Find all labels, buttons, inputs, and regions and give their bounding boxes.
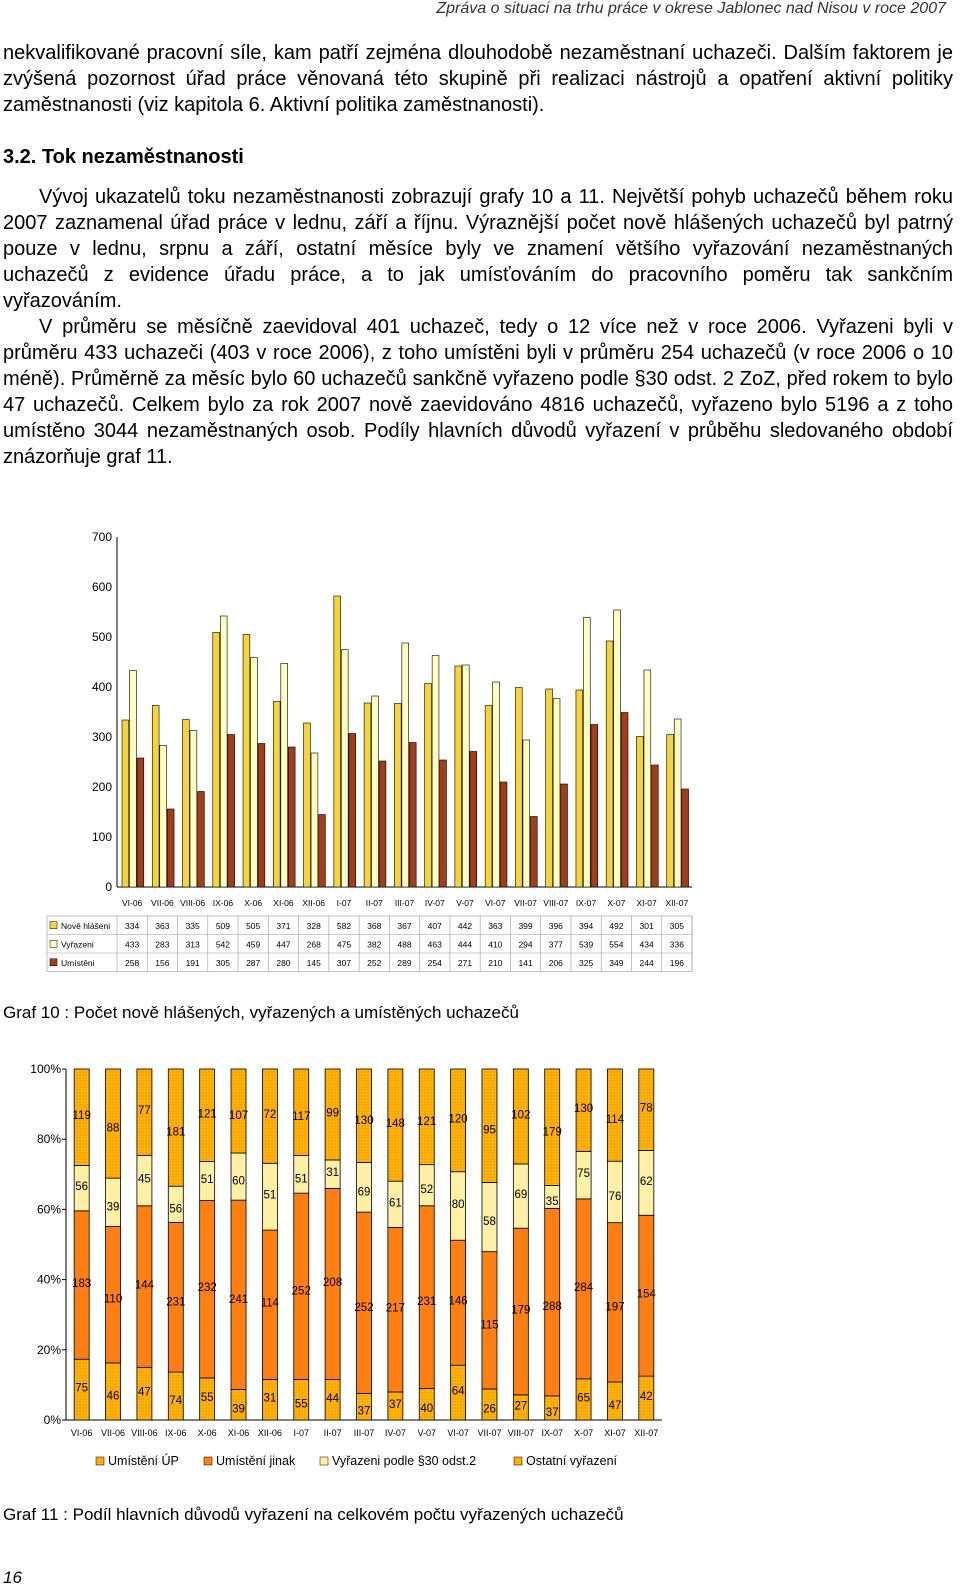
- data-table-value: 328: [306, 920, 321, 931]
- x-tick-label: VI-07: [485, 898, 506, 908]
- data-table-value: 459: [246, 939, 261, 950]
- data-table-value: 336: [669, 939, 684, 950]
- bar-3: [682, 789, 689, 887]
- data-table-value: 363: [488, 920, 503, 931]
- x-tick-label: IX-06: [212, 898, 234, 908]
- data-table-value: 377: [548, 939, 563, 950]
- segment-value-label: 47: [138, 1386, 151, 1399]
- bar-1: [152, 706, 159, 888]
- y-tick-label: 600: [91, 580, 112, 594]
- page-header: Zpráva o situaci na trhu práce v okrese Jablonec nad Nisou v roce 2007: [436, 0, 946, 17]
- bar-2: [644, 670, 651, 887]
- segment-value-label: 45: [138, 1173, 151, 1186]
- segment-value-label: 95: [483, 1124, 496, 1137]
- bar-2: [341, 650, 348, 888]
- bar-3: [409, 743, 416, 888]
- data-table-value: 367: [397, 920, 412, 931]
- segment-value-label: 40: [420, 1403, 434, 1416]
- segment-value-label: 154: [636, 1288, 656, 1301]
- bar-3: [651, 765, 658, 887]
- bar-3: [530, 817, 537, 888]
- bar-2: [402, 643, 409, 887]
- segment-value-label: 252: [354, 1301, 374, 1314]
- x-tick-label: XI-07: [604, 1428, 626, 1438]
- x-tick-label: VI-06: [121, 898, 143, 908]
- x-tick-label: IX-07: [575, 898, 597, 908]
- data-table-value: 196: [669, 957, 684, 968]
- bar-1: [485, 706, 492, 888]
- bar-3: [137, 758, 144, 887]
- x-tick-label: I-07: [336, 898, 352, 908]
- legend-key-2: [204, 1457, 212, 1465]
- bar-3: [591, 725, 598, 888]
- legend-key-3: [320, 1457, 328, 1465]
- bar-1: [667, 735, 674, 888]
- data-table-value: 442: [457, 920, 473, 931]
- bar-1: [183, 720, 190, 888]
- bar-3: [167, 809, 174, 887]
- x-tick-label: IV-07: [424, 898, 445, 908]
- legend-key-4: [514, 1457, 522, 1465]
- y-tick-label: 0: [105, 880, 112, 894]
- x-tick-label: V-07: [417, 1428, 436, 1438]
- x-tick-label: V-07: [456, 898, 474, 908]
- bar-2: [523, 740, 530, 887]
- segment-value-label: 72: [263, 1109, 277, 1122]
- segment-value-label: 80: [451, 1198, 465, 1211]
- data-table-value: 289: [397, 957, 412, 968]
- data-table-value: 156: [155, 957, 170, 968]
- data-table-value: 368: [367, 920, 382, 931]
- x-tick-label: VIII-06: [131, 1428, 158, 1438]
- data-table-value: 539: [578, 939, 594, 950]
- x-tick-label: VIII-07: [543, 898, 569, 908]
- data-table-value: 191: [185, 957, 200, 968]
- x-tick-label: XII-07: [634, 1428, 659, 1438]
- segment-value-label: 75: [577, 1168, 590, 1181]
- graf11-caption: Graf 11 : Podíl hlavních důvodů vyřazení na celkovém počtu vyřazených uchazečů: [3, 1505, 624, 1524]
- segment-value-label: 130: [573, 1103, 594, 1116]
- segment-value-label: 241: [228, 1293, 249, 1306]
- bar-2: [160, 746, 167, 888]
- segment-value-label: 99: [326, 1107, 340, 1120]
- bar-3: [621, 713, 628, 888]
- bar-3: [561, 784, 568, 887]
- segment-value-label: 179: [542, 1126, 562, 1139]
- segment-value-label: 46: [106, 1390, 120, 1403]
- bar-3: [440, 760, 447, 887]
- data-table-value: 396: [548, 920, 563, 931]
- segment-value-label: 62: [639, 1175, 653, 1188]
- segment-value-label: 114: [605, 1114, 625, 1127]
- x-tick-label: X-07: [574, 1428, 594, 1438]
- data-table-value: 268: [306, 939, 321, 950]
- segment-value-label: 130: [354, 1114, 374, 1127]
- bar-3: [288, 747, 295, 887]
- data-table-value: 283: [155, 939, 170, 950]
- segment-value-label: 76: [608, 1190, 622, 1203]
- legend-label: Ostatní vyřazení: [526, 1454, 618, 1468]
- y-tick-label: 400: [91, 680, 112, 694]
- bar-2: [190, 731, 197, 888]
- bar-2: [493, 682, 500, 887]
- segment-value-label: 115: [480, 1319, 499, 1332]
- legend-label: Umístěni: [61, 957, 95, 968]
- segment-value-label: 39: [232, 1403, 245, 1416]
- x-tick-label: III-07: [394, 898, 415, 908]
- segment-value-label: 74: [169, 1395, 183, 1408]
- bar-3: [258, 744, 265, 888]
- segment-value-label: 288: [542, 1301, 562, 1314]
- segment-value-label: 102: [511, 1109, 531, 1122]
- bar-1: [304, 723, 311, 887]
- segment-value-label: 208: [323, 1277, 343, 1290]
- bar-3: [379, 761, 386, 887]
- segment-value-label: 65: [577, 1392, 590, 1405]
- segment-value-label: 107: [228, 1110, 249, 1123]
- bar-1: [636, 737, 643, 888]
- segment-value-label: 179: [511, 1304, 531, 1317]
- bar-1: [606, 641, 613, 887]
- x-tick-label: VII-06: [101, 1428, 126, 1438]
- bar-2: [130, 671, 137, 888]
- data-table-value: 252: [367, 957, 382, 968]
- bar-1: [213, 633, 220, 888]
- y-tick-label: 700: [91, 530, 112, 544]
- y-tick-label: 300: [91, 730, 112, 744]
- data-table-value: 433: [125, 939, 140, 950]
- data-table-value: 399: [518, 920, 533, 931]
- segment-value-label: 47: [608, 1399, 622, 1412]
- x-tick-label: XI-07: [636, 898, 657, 908]
- segment-value-label: 56: [75, 1181, 89, 1194]
- segment-value-label: 37: [357, 1405, 371, 1418]
- body-text: [3, 40, 953, 470]
- segment-value-label: 51: [200, 1174, 214, 1187]
- segment-value-label: 117: [292, 1111, 311, 1124]
- bar-3: [500, 782, 507, 887]
- legend-label: Vyřazeni: [61, 939, 94, 950]
- data-table-value: 509: [215, 920, 231, 931]
- bar-1: [425, 684, 432, 888]
- x-tick-label: II-07: [323, 1428, 342, 1438]
- bar-2: [251, 658, 258, 888]
- bar-1: [546, 689, 553, 887]
- bar-2: [462, 665, 469, 887]
- bar-1: [576, 690, 583, 887]
- data-table-value: 410: [488, 939, 503, 950]
- bar-2: [311, 753, 318, 887]
- segment-value-label: 51: [294, 1173, 308, 1186]
- segment-value-label: 110: [103, 1293, 123, 1306]
- y-tick-label: 500: [91, 630, 112, 644]
- data-table-value: 145: [306, 957, 321, 968]
- x-tick-label: IX-07: [541, 1428, 563, 1438]
- x-tick-label: XI-06: [227, 1428, 250, 1438]
- x-tick-label: X-06: [244, 898, 263, 908]
- data-table-value: 280: [276, 957, 291, 968]
- data-table-value: 305: [215, 957, 231, 968]
- legend-label: Vyřazeni podle §30 odst.2: [332, 1454, 477, 1468]
- graf10-chart: [0, 520, 960, 990]
- data-table-value: 363: [155, 920, 170, 931]
- x-tick-label: X-07: [607, 898, 626, 908]
- legend-key-3: [50, 959, 57, 966]
- data-table-value: 334: [125, 920, 140, 931]
- segment-value-label: 55: [294, 1398, 308, 1411]
- data-table-value: 371: [276, 920, 291, 931]
- data-table-value: 294: [518, 939, 533, 950]
- paragraph-averages: V průměru se měsíčně zaevidoval 401 uchazeč, tedy o 12 více než v roce 2006. Vyřazeni byli v průměru 433 uchazeči (403 v roce 2006), z toho umístěni byli v průměru 254 uchazečů (v roce 2006 o 10 méně). Průměrně za měsíc bylo 60 uchazečů sankčně vyřazeno podle §30 odst. 2 ZoZ, před rokem to bylo 47 uchazečů. Celkem bylo za rok 2007 nově zaevidováno 4816 uchazečů, vyřazeno bylo 5196 a z toho umístěno 3044 nezaměstnaných osob. Podíly hlavních důvodů vyřazení v průběhu sledovaného období znázorňuje graf 11.: [3, 316, 953, 468]
- y-tick-label: 100%: [30, 1062, 61, 1076]
- legend-key-2: [50, 940, 57, 947]
- segment-value-label: 26: [483, 1403, 496, 1416]
- segment-value-label: 183: [72, 1278, 92, 1291]
- segment-value-label: 121: [417, 1115, 437, 1128]
- data-table-value: 349: [609, 957, 624, 968]
- segment-value-label: 60: [232, 1175, 245, 1188]
- bar-1: [364, 703, 371, 887]
- y-tick-label: 200: [91, 780, 112, 794]
- bar-1: [273, 702, 280, 888]
- x-tick-label: VIII-06: [180, 898, 206, 908]
- x-tick-label: VIII-07: [507, 1428, 535, 1438]
- segment-value-label: 51: [263, 1189, 277, 1202]
- x-tick-label: X-06: [197, 1428, 217, 1438]
- data-table-value: 444: [457, 939, 473, 950]
- y-tick-label: 0%: [43, 1413, 61, 1427]
- segment-value-label: 144: [134, 1279, 155, 1292]
- segment-value-label: 148: [385, 1118, 405, 1131]
- segment-value-label: 284: [573, 1281, 594, 1294]
- segment-value-label: 56: [169, 1203, 183, 1216]
- data-table-value: 447: [276, 939, 291, 950]
- section-heading: 3.2. Tok nezaměstnanosti: [3, 146, 244, 168]
- x-tick-label: XII-06: [302, 898, 326, 908]
- data-table-value: 394: [578, 920, 594, 931]
- data-table-value: 505: [246, 920, 261, 931]
- bar-3: [470, 752, 477, 888]
- bar-1: [394, 704, 401, 888]
- segment-value-label: 37: [545, 1406, 559, 1419]
- y-tick-label: 40%: [36, 1272, 61, 1287]
- x-tick-label: IX-06: [165, 1428, 187, 1438]
- data-table-value: 301: [639, 920, 654, 931]
- segment-value-label: 69: [514, 1189, 528, 1202]
- data-table-value: 305: [669, 920, 684, 931]
- bar-2: [553, 699, 560, 888]
- segment-value-label: 120: [448, 1113, 468, 1126]
- data-table-value: 254: [427, 957, 442, 968]
- x-tick-label: IV-07: [384, 1428, 406, 1438]
- segment-value-label: 119: [72, 1110, 91, 1123]
- data-table-value: 554: [609, 939, 624, 950]
- bar-3: [198, 792, 205, 888]
- data-table-value: 488: [397, 939, 412, 950]
- segment-value-label: 181: [166, 1126, 186, 1139]
- segment-value-label: 37: [388, 1398, 402, 1411]
- bar-3: [349, 734, 356, 888]
- y-tick-label: 80%: [36, 1132, 61, 1147]
- segment-value-label: 39: [106, 1201, 120, 1214]
- y-tick-label: 20%: [36, 1342, 61, 1357]
- bar-2: [281, 664, 288, 888]
- bar-3: [228, 735, 235, 888]
- graf10-caption: Graf 10 : Počet nově hlášených, vyřazených a umístěných uchazečů: [3, 1003, 519, 1022]
- data-table-value: 434: [639, 939, 654, 950]
- bar-1: [243, 635, 250, 888]
- bar-1: [122, 720, 129, 887]
- segment-value-label: 231: [166, 1296, 186, 1309]
- segment-value-label: 31: [263, 1392, 277, 1405]
- data-table-value: 382: [367, 939, 382, 950]
- data-table-value: 463: [427, 939, 442, 950]
- x-tick-label: VII-07: [514, 898, 537, 908]
- data-table-value: 141: [518, 957, 533, 968]
- bar-1: [455, 666, 462, 887]
- x-tick-label: III-07: [353, 1428, 375, 1438]
- data-table-value: 287: [246, 957, 261, 968]
- segment-value-label: 35: [545, 1195, 559, 1208]
- bar-2: [583, 618, 590, 888]
- data-table-value: 313: [185, 939, 200, 950]
- segment-value-label: 44: [326, 1392, 340, 1405]
- data-table-value: 307: [336, 957, 352, 968]
- x-tick-label: VII-06: [151, 898, 174, 908]
- data-table-value: 407: [427, 920, 442, 931]
- segment-value-label: 31: [326, 1167, 340, 1180]
- data-table-value: 582: [336, 920, 352, 931]
- segment-value-label: 52: [420, 1184, 434, 1197]
- x-tick-label: VI-07: [447, 1428, 469, 1438]
- segment-value-label: 232: [197, 1282, 217, 1295]
- paragraph-intro: nekvalifikované pracovní síle, kam patří zejména dlouhodobě nezaměstnaní uchazeči. Dalším faktorem je zvýšená pozornost úřad práce věnovaná této skupině při realizaci nástrojů a opatření aktivní politiky zaměstnanosti (viz kapitola 6. Aktivní politika zaměstnanosti).: [3, 42, 953, 116]
- segment-value-label: 146: [448, 1295, 468, 1308]
- data-table-value: 271: [457, 957, 473, 968]
- data-table-value: 542: [215, 939, 231, 950]
- x-tick-label: II-07: [365, 898, 383, 908]
- data-table-value: 325: [578, 957, 594, 968]
- x-tick-label: VII-07: [477, 1428, 502, 1438]
- segment-value-label: 64: [451, 1385, 465, 1398]
- data-table-value: 206: [548, 957, 563, 968]
- segment-value-label: 69: [357, 1186, 371, 1199]
- legend-label: Nově hlášeni: [61, 920, 111, 931]
- paragraph-flow: Vývoj ukazatelů toku nezaměstnanosti zobrazují grafy 10 a 11. Největší pohyb uchazečů během roku 2007 zaznamenal úřad práce v lednu, září a říjnu. Výraznější počet nově hlášených uchazečů byl patrný pouze v lednu, srpnu a září, ostatní měsíce byly ve znamení většího vyřazování nezaměstnaných uchazečů z evidence úřadu práce, a to jak umísťováním do pracovního poměru tak sankčním vyřazováním.: [3, 186, 953, 312]
- page-number: 16: [3, 1568, 22, 1587]
- segment-value-label: 55: [200, 1391, 214, 1404]
- bar-2: [372, 696, 379, 887]
- data-table-value: 210: [488, 957, 503, 968]
- segment-value-label: 27: [514, 1400, 528, 1413]
- legend-key-1: [96, 1457, 104, 1465]
- data-table-value: 258: [125, 957, 140, 968]
- legend-key-1: [50, 922, 57, 929]
- segment-value-label: 58: [483, 1216, 496, 1229]
- segment-value-label: 77: [138, 1105, 151, 1118]
- x-tick-label: I-07: [293, 1428, 310, 1438]
- segment-value-label: 88: [106, 1122, 120, 1135]
- segment-value-label: 217: [385, 1302, 405, 1315]
- segment-value-label: 252: [291, 1285, 311, 1298]
- segment-value-label: 75: [75, 1382, 89, 1395]
- data-table-value: 475: [336, 939, 352, 950]
- bar-3: [319, 815, 326, 888]
- segment-value-label: 42: [639, 1391, 653, 1404]
- segment-value-label: 78: [639, 1102, 653, 1115]
- x-tick-label: XI-06: [273, 898, 294, 908]
- y-tick-label: 100: [91, 830, 112, 844]
- x-tick-label: VI-06: [70, 1428, 93, 1438]
- legend-label: Umístění ÚP: [108, 1454, 179, 1468]
- x-tick-label: XII-07: [665, 898, 689, 908]
- bar-2: [674, 719, 681, 887]
- segment-value-label: 114: [260, 1297, 280, 1310]
- bar-2: [432, 656, 439, 888]
- segment-value-label: 121: [197, 1108, 217, 1121]
- data-table-value: 492: [609, 920, 624, 931]
- x-tick-label: XII-06: [257, 1428, 282, 1438]
- bar-1: [515, 688, 522, 888]
- graf11-chart: [0, 1055, 960, 1495]
- data-table-value: 335: [185, 920, 200, 931]
- segment-value-label: 231: [417, 1296, 437, 1309]
- bar-2: [614, 610, 621, 887]
- legend-label: Umístění jinak: [216, 1454, 296, 1468]
- segment-value-label: 61: [388, 1197, 402, 1210]
- bar-1: [334, 596, 341, 887]
- data-table-value: 244: [639, 957, 654, 968]
- bar-2: [220, 616, 227, 887]
- segment-value-label: 197: [605, 1301, 625, 1314]
- y-tick-label: 60%: [36, 1202, 61, 1217]
